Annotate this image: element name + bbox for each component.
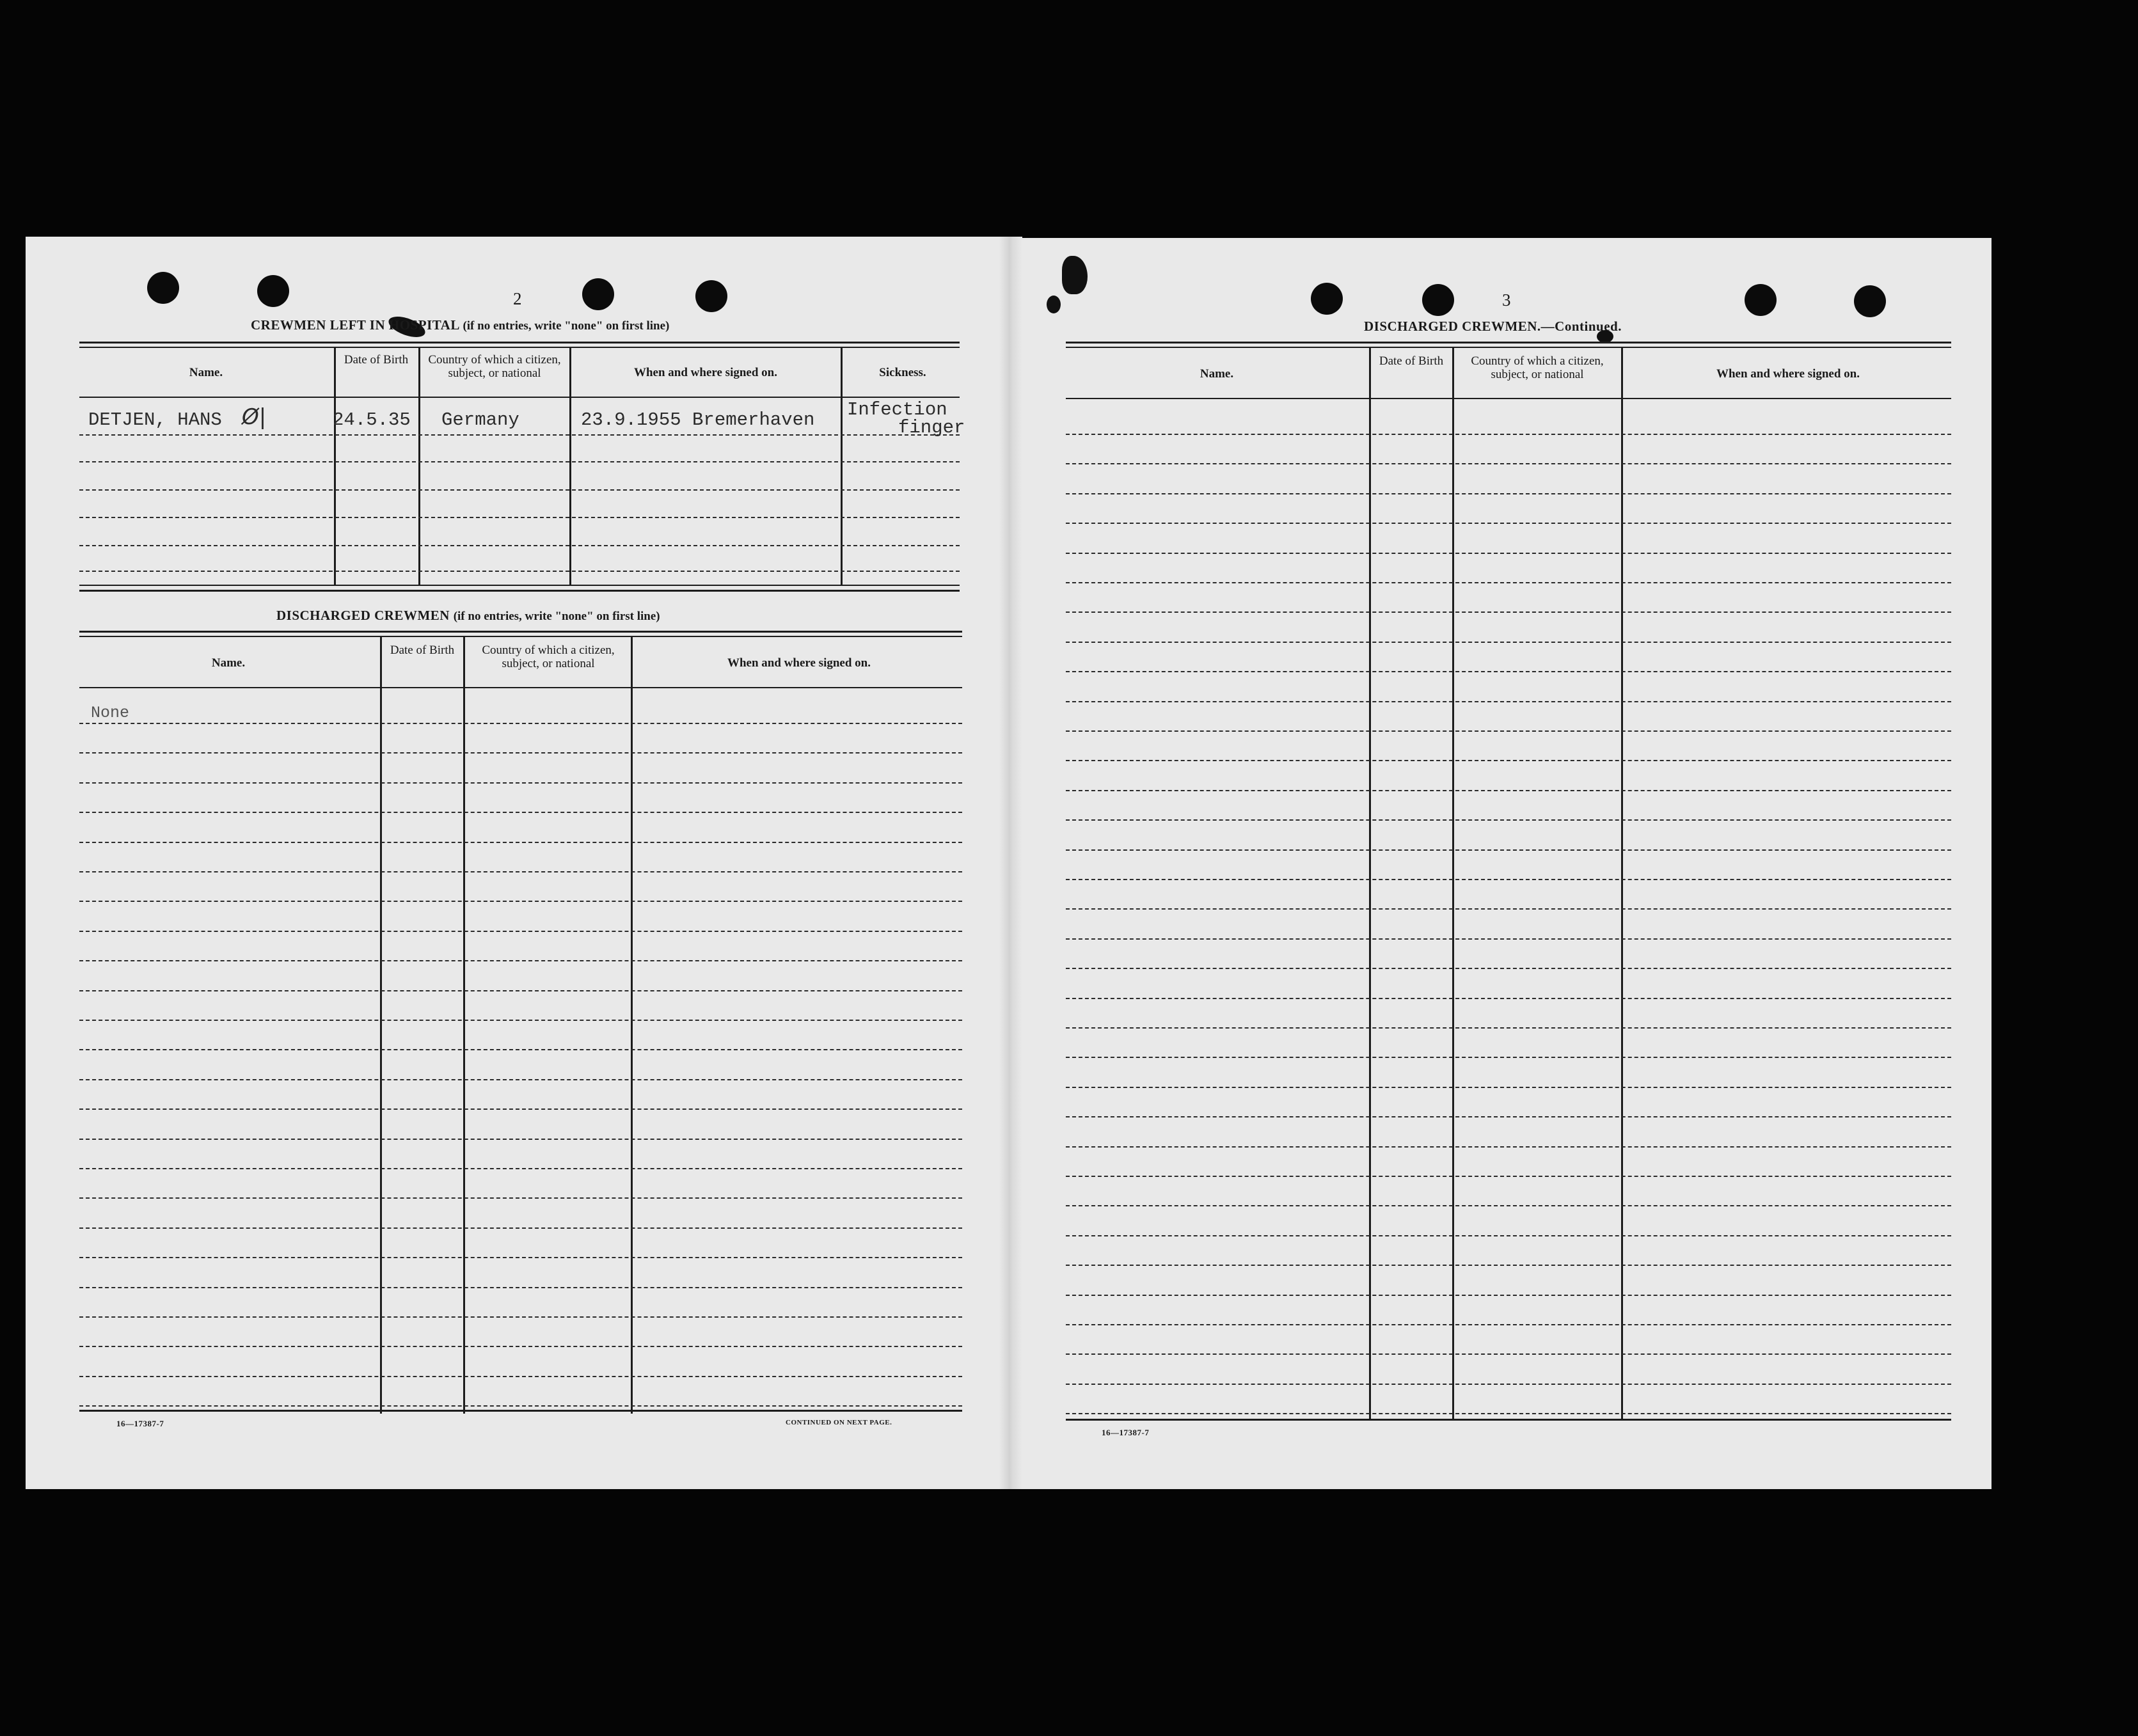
ruled-line — [1066, 612, 1951, 613]
punch-hole — [147, 272, 179, 304]
page-number: 2 — [513, 289, 522, 308]
ruled-line — [1066, 998, 1951, 999]
column-divider — [380, 637, 382, 1414]
right-table-bottom-rule — [1066, 1419, 1951, 1421]
crewman-signed-on: 23.9.1955 Bremerhaven — [581, 409, 815, 430]
ruled-line — [1066, 671, 1951, 672]
ruled-line — [1066, 1205, 1951, 1206]
crewman-country: Germany — [441, 409, 519, 430]
column-header-country: Country of which a citizen, subject, or national — [428, 353, 561, 380]
ruled-line — [1066, 701, 1951, 702]
ruled-line — [1066, 879, 1951, 880]
ruled-line — [1066, 790, 1951, 791]
ruled-line — [79, 812, 962, 813]
crewman-name: DETJEN, HANS — [88, 409, 222, 430]
discharged-table-top-rule — [79, 631, 962, 633]
discharged-section-heading — [276, 608, 660, 624]
ruled-line — [1066, 819, 1951, 821]
ruled-line — [79, 571, 960, 572]
ruled-line — [1066, 968, 1951, 969]
ruled-line — [1066, 1235, 1951, 1236]
ruled-line — [79, 990, 962, 991]
ruled-line — [1066, 553, 1951, 554]
ruled-line — [79, 1197, 962, 1199]
hospital-section-heading — [251, 317, 669, 333]
column-header-name: Name. — [189, 366, 223, 379]
punch-hole — [257, 275, 289, 307]
ruled-line — [1066, 493, 1951, 494]
right-table-top-rule — [1066, 347, 1951, 348]
ruled-line — [1066, 1324, 1951, 1325]
column-divider — [1621, 348, 1623, 1420]
ruled-line — [79, 434, 960, 436]
ruled-line — [79, 723, 962, 724]
column-divider — [841, 348, 843, 586]
page-number: 3 — [1502, 290, 1511, 310]
right-heading: DISCHARGED CREWMEN.—Continued. — [1364, 319, 1622, 334]
ruled-line — [79, 1376, 962, 1377]
ruled-line — [79, 901, 962, 902]
column-header-name: Name. — [211, 656, 246, 670]
ruled-line — [79, 871, 962, 872]
crewman-date-of-birth: 24.5.35 — [333, 409, 411, 430]
discharged-heading-note: (if no entries, write "none" on first line) — [453, 610, 660, 623]
ruled-line — [79, 960, 962, 961]
right-table-top-rule — [1066, 342, 1951, 343]
column-divider — [631, 637, 633, 1414]
ruled-line — [79, 1405, 962, 1407]
column-divider — [463, 637, 465, 1414]
none-entry: None — [91, 704, 130, 722]
ruled-line — [79, 842, 962, 843]
ruled-line — [79, 1049, 962, 1050]
punch-hole — [1311, 283, 1343, 315]
hospital-table-top-rule — [79, 342, 960, 343]
column-header-country: Country of which a citizen, subject, or national — [1471, 354, 1604, 381]
hospital-heading-note: (if no entries, write "none" on first line) — [463, 319, 670, 333]
ruled-line — [79, 752, 962, 754]
column-divider — [1369, 348, 1371, 1420]
hospital-header-rule — [79, 397, 960, 398]
column-header-signed-on: When and where signed on. — [633, 366, 777, 379]
ruled-line — [1066, 642, 1951, 643]
ruled-line — [79, 1346, 962, 1347]
ruled-line — [1066, 1087, 1951, 1088]
column-divider — [334, 348, 336, 586]
punch-hole — [1422, 284, 1454, 316]
crewman-sickness: Infection — [847, 399, 947, 420]
ruled-line — [1066, 1027, 1951, 1029]
handwritten-mark: Ø| — [242, 404, 267, 430]
ruled-line — [79, 489, 960, 491]
ruled-line — [79, 1257, 962, 1258]
ruled-line — [1066, 1057, 1951, 1058]
ruled-line — [79, 1168, 962, 1169]
ruled-line — [1066, 1353, 1951, 1355]
ruled-line — [79, 1316, 962, 1318]
binding-damage — [1047, 296, 1061, 313]
hospital-heading-title: CREWMEN LEFT IN HOSPITAL — [251, 317, 459, 333]
column-header-date-of-birth: Date of Birth — [1379, 354, 1444, 368]
punch-hole — [695, 280, 727, 312]
ruled-line — [1066, 1295, 1951, 1296]
ruled-line — [79, 1020, 962, 1021]
ruled-line — [1066, 434, 1951, 435]
ruled-line — [1066, 1413, 1951, 1414]
column-divider — [1452, 348, 1454, 1420]
page-gutter — [999, 237, 1022, 1489]
punch-hole — [1854, 285, 1886, 317]
column-header-date-of-birth: Date of Birth — [390, 643, 455, 657]
hospital-table-top-rule — [79, 347, 960, 348]
ruled-line — [79, 517, 960, 518]
punch-hole — [582, 278, 614, 310]
right-header-rule — [1066, 398, 1951, 399]
ruled-line — [1066, 730, 1951, 732]
ruled-line — [1066, 1176, 1951, 1177]
discharged-table-bottom-rule — [79, 1410, 962, 1412]
ruled-line — [79, 1079, 962, 1080]
form-number: 16—17387-7 — [116, 1419, 164, 1428]
ruled-line — [79, 461, 960, 462]
column-header-signed-on: When and where signed on. — [727, 656, 871, 670]
ruled-line — [1066, 582, 1951, 583]
ruled-line — [79, 1287, 962, 1288]
ruled-line — [1066, 1146, 1951, 1148]
column-divider — [418, 348, 420, 586]
column-header-sickness: Sickness. — [879, 366, 926, 379]
hospital-table-bottom-rule — [79, 590, 960, 592]
ruled-line — [1066, 1384, 1951, 1385]
ruled-line — [79, 1109, 962, 1110]
column-header-date-of-birth: Date of Birth — [344, 353, 409, 367]
hospital-table-bottom-rule — [79, 585, 960, 586]
ruled-line — [1066, 523, 1951, 524]
ruled-line — [79, 1139, 962, 1140]
ruled-line — [1066, 908, 1951, 910]
column-divider — [569, 348, 571, 586]
ruled-line — [1066, 1265, 1951, 1266]
ruled-line — [79, 782, 962, 784]
discharged-header-rule — [79, 687, 962, 688]
ruled-line — [1066, 1116, 1951, 1117]
ruled-line — [79, 931, 962, 932]
column-header-name: Name. — [1200, 367, 1234, 381]
discharged-heading-title: DISCHARGED CREWMEN — [276, 608, 450, 623]
column-header-country: Country of which a citizen, subject, or national — [482, 643, 615, 670]
ruled-line — [79, 545, 960, 546]
ruled-line — [1066, 938, 1951, 940]
discharged-table-top-rule — [79, 636, 962, 637]
ruled-line — [1066, 463, 1951, 464]
column-header-signed-on: When and where signed on. — [1716, 367, 1860, 381]
ruled-line — [79, 1227, 962, 1229]
crewman-sickness-cont: finger — [898, 417, 965, 438]
ruled-line — [1066, 760, 1951, 761]
right-page — [1011, 238, 1992, 1489]
punch-hole — [1745, 284, 1777, 316]
form-number: 16—17387-7 — [1102, 1428, 1150, 1437]
continued-note: CONTINUED ON NEXT PAGE. — [786, 1419, 892, 1426]
ruled-line — [1066, 849, 1951, 851]
